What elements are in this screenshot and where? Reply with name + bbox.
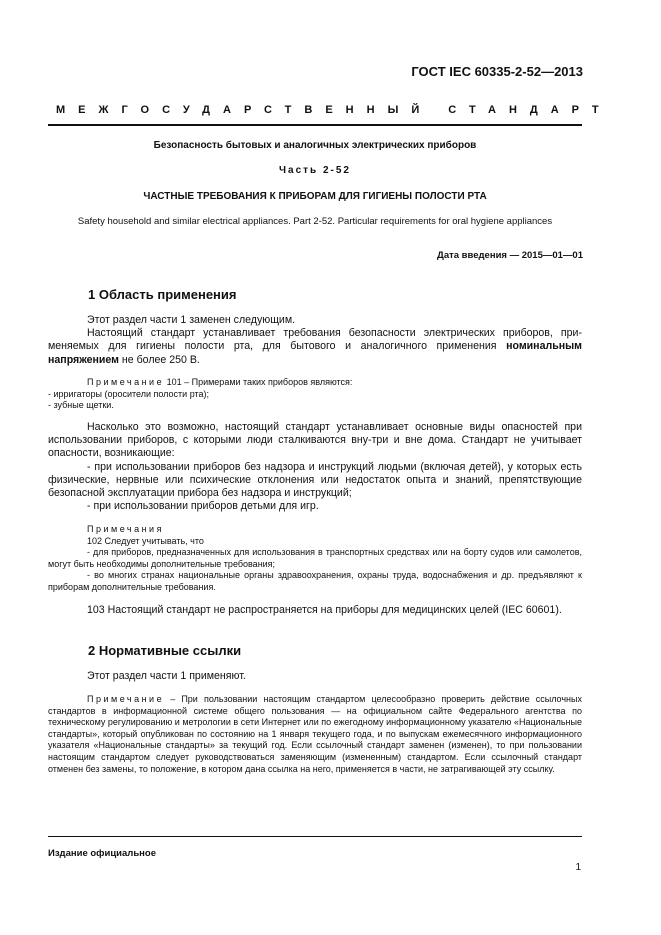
footer-divider: [48, 836, 582, 837]
paragraph: Насколько это возможно, настоящий стандарт устанавливает основные виды опасностей при использовании приборов, с которыми люди сталкиваются вну-три и вне дома. Стандарт не учитывает опасности, возникающие:: [48, 421, 582, 460]
note-101: Примечание 101 – Примерами таких приборов являются: - ирригаторы (оросители полости рта); - зубные щетки.: [48, 377, 582, 412]
interstate-standard-label: МЕЖГОСУДАРСТВЕННЫЙ СТАНДАРТ: [56, 104, 612, 116]
list-item: - зубные щетки.: [48, 400, 114, 411]
document-title: Безопасность бытовых и аналогичных электрических приборов: [153, 140, 477, 151]
paragraph: - при использовании приборов детьми для игр.: [87, 500, 319, 513]
note-label: Примечание: [87, 694, 165, 704]
section-1-heading: 1 Область применения: [88, 287, 237, 302]
paragraph: Этот раздел части 1 применяют.: [87, 670, 246, 682]
list-item: - ирригаторы (оросители полости рта);: [48, 388, 210, 399]
paragraph: 103 Настоящий стандарт не распространяется на приборы для медицинских целей (IEC 60601).: [87, 604, 562, 616]
document-subtitle: ЧАСТНЫЕ ТРЕБОВАНИЯ К ПРИБОРАМ ДЛЯ ГИГИЕНЫ ПОЛОСТИ РТА: [143, 191, 487, 202]
note-line: - во многих странах национальные органы здравоохранения, охраны труда, водоснабжения и др. предъявляют к приборам дополнительные требования.: [48, 570, 582, 592]
section-2-heading: 2 Нормативные ссылки: [88, 643, 242, 658]
section-1-paragraphs-a: [48, 314, 582, 367]
paragraph: - при использовании приборов без надзора и инструкций людьми (включая детей), у которых есть физические, нервные или психические отклонения или недостаток опыта и знаний, препятствующие безопасной эксплуатации прибора без надзора и инструкций;: [48, 460, 582, 500]
paragraph: Настоящий стандарт устанавливает требования безопасности электрических приборов, применяемых для гигиены полости рта, для бытового и аналогичного применения номинальным напряжением не более 250 В.: [48, 327, 582, 366]
section-2-paragraph: [48, 670, 582, 683]
header-divider: [48, 124, 582, 126]
notes-102: [48, 524, 582, 594]
introduction-date: Дата введения — 2015—01—01: [437, 250, 583, 261]
document-part: Часть 2-52: [279, 165, 351, 176]
note-label: Примечание: [87, 377, 165, 387]
section-1-paragraph-103: [48, 604, 582, 617]
note-label: Примечания: [87, 524, 164, 534]
section-1-paragraphs-b: [48, 421, 582, 513]
defined-term: номинальным напряжением: [48, 340, 582, 366]
standard-number: ГОСТ IEC 60335-2-52—2013: [411, 64, 583, 79]
english-title: Safety household and similar electrical appliances. Part 2-52. Particular requirements for oral hygiene appliances: [77, 216, 553, 227]
note-line: - для приборов, предназначенных для использования в транспортных средствах или на борту судов или самолетов, могут быть необходимы дополнительные требования;: [48, 547, 582, 569]
note-line: 102 Следует учитывать, что: [87, 535, 204, 546]
section-2-note: Примечание – При пользовании настоящим стандартом целесообразно проверить действие ссылочных стандартов в информационной системе общего пользования — на официальном сайте Федерального агентства по техническому регулированию и метрологии в сети Интернет или по ежегодному информационному указателю «Национальные стандарты», который опубликован по состоянию на 1 января текущего года, и по выпускам ежемесячного информационного указателя «Национальные стандарты» за текущий год. Если ссылочный стандарт заменен (изменен), то при пользовании настоящим стандартом следует руководствоваться заменяющим (измененным) стандартом. Если ссылочный стандарт отменен без замены, то положение, в котором дана ссылка на него, применяется в части, не затрагивающей эту ссылку.: [48, 694, 582, 774]
page-number: 1: [575, 862, 581, 873]
edition-label: Издание официальное: [48, 848, 156, 859]
paragraph: Этот раздел части 1 заменен следующим.: [87, 314, 296, 326]
